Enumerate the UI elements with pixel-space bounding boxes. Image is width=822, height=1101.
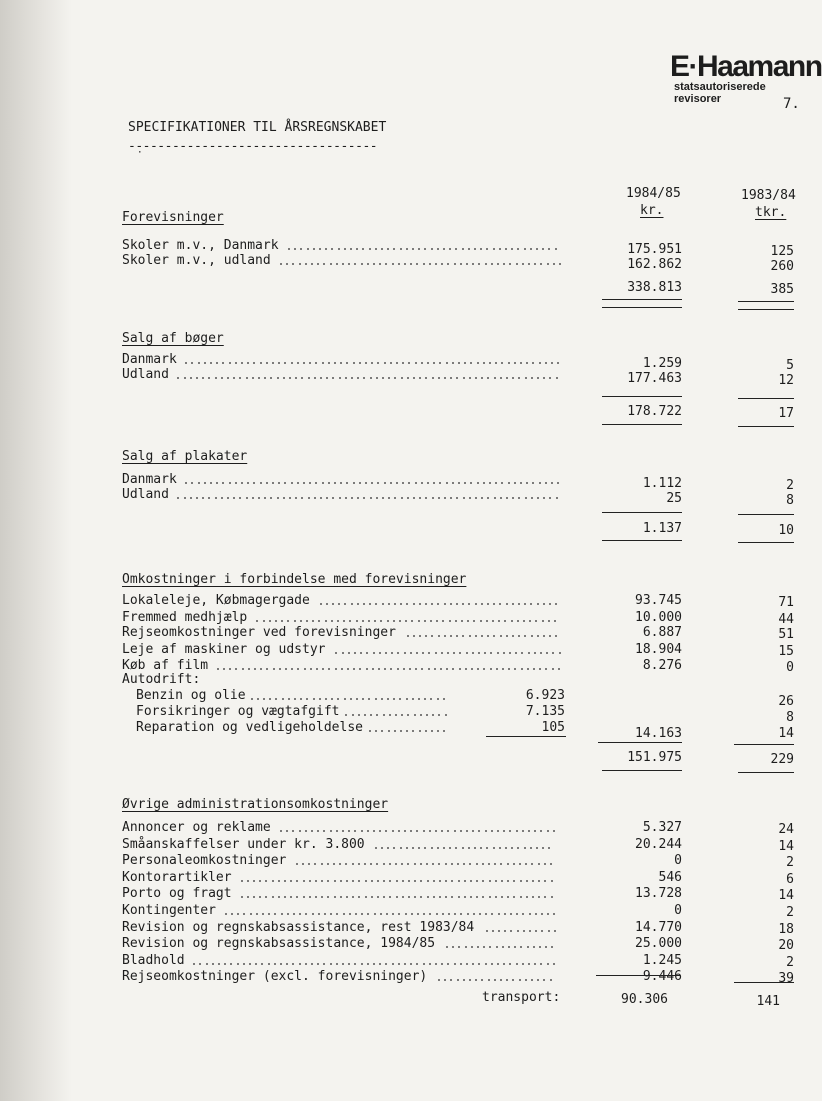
value-1983-84: 260: [770, 259, 794, 274]
column-unit-kr: kr.: [640, 203, 664, 218]
value-1983-84: 14: [778, 888, 794, 904]
subtotal-rule-1984-85: [602, 396, 682, 397]
value-1984-85: 10.000: [635, 609, 682, 625]
section-total-1984-85: 1.137: [642, 521, 682, 536]
dot-leader: [217, 668, 566, 672]
dot-leader: [185, 362, 566, 366]
section-heading-1: Forevisninger: [122, 210, 224, 225]
row-label: Fremmed medhjælp: [122, 609, 248, 625]
value-1984-85: 175.951: [627, 242, 682, 257]
autodrift-row-label: Forsikringer og vægtafgift: [136, 704, 340, 719]
subtotal-rule-1983-84: [734, 744, 794, 745]
value-1984-85: 162.862: [627, 257, 682, 272]
value-1984-85: 13.728: [635, 886, 682, 902]
value-1983-84: 51: [778, 627, 794, 643]
autodrift-label: Autodrift:: [122, 672, 201, 687]
row-label: Kontingenter: [122, 903, 216, 918]
row-label: Danmark: [122, 472, 177, 487]
dot-leader: [296, 863, 560, 867]
total-rule-1984-85: [602, 424, 682, 425]
row-label: Leje af maskiner og udstyr: [122, 641, 326, 657]
transport-value-1984-85: 90.306: [621, 992, 668, 1007]
value-1983-84: 44: [778, 611, 794, 627]
section-total-1984-85: 178.722: [627, 404, 682, 419]
total-rule-1983-84: [738, 426, 794, 427]
autodrift-subvalue: 6.923: [525, 688, 565, 703]
dot-leader: [345, 714, 452, 718]
row-label: Udland: [122, 367, 169, 382]
total-rule-1984-85: [602, 770, 682, 771]
value-1983-84: 8: [786, 710, 794, 725]
page-title: SPECIFIKATIONER TIL ÅRSREGNSKABET: [128, 120, 387, 135]
row-label: Rejseomkostninger ved forevisninger: [122, 625, 396, 641]
section-total-1983-84: 385: [770, 282, 794, 297]
row-label: Rejseomkostninger (excl. forevisninger): [122, 969, 428, 985]
value-1984-85: 0: [674, 853, 682, 869]
value-1984-85: 25: [666, 491, 682, 506]
row-label: Porto og fragt: [122, 886, 232, 902]
dot-leader: [241, 896, 560, 900]
section-total-1984-85: 338.813: [627, 280, 682, 295]
column-header-1984-85: 1984/85: [626, 186, 681, 201]
autodrift-row-label: Reparation og vedligeholdelse: [136, 720, 363, 735]
dot-leader: [375, 847, 560, 851]
value-1983-84: 39: [778, 971, 794, 987]
dot-leader: [251, 698, 452, 702]
row-label: Skoler m.v., Danmark: [122, 238, 279, 253]
total-rule-1983-84: [738, 542, 794, 543]
value-1983-84: 24: [778, 822, 794, 837]
page-binding-edge: [0, 0, 72, 1101]
value-1984-85: 8.276: [642, 658, 682, 674]
value-1984-85: 20.244: [635, 836, 682, 852]
section-total-1984-85: 151.975: [627, 750, 682, 765]
value-1983-84: 14: [778, 726, 794, 741]
company-subtitle: statsautoriserede revisorer: [674, 81, 766, 105]
dot-leader: [369, 730, 452, 734]
value-1984-85: 546: [658, 869, 682, 885]
autodrift-subvalue: 105: [541, 720, 565, 735]
value-1983-84: 26: [778, 694, 794, 709]
dot-leader: [486, 930, 561, 934]
dot-leader: [193, 963, 560, 967]
dot-leader: [280, 263, 566, 267]
title-dashed-underline: -̣---------------------------------: [128, 139, 378, 154]
section-heading-4: Omkostninger i forbindelse med forevisninger: [122, 572, 467, 587]
dot-leader: [280, 830, 560, 834]
subtotal-rule-1983-84: [738, 301, 794, 302]
row-label: Personaleomkostninger: [122, 853, 287, 869]
dot-leader: [407, 635, 567, 639]
row-label: Skoler m.v., udland: [122, 253, 271, 268]
dot-leader: [438, 979, 560, 983]
value-1983-84: 2: [786, 905, 794, 920]
subtotal-rule-1984-85: [602, 512, 682, 513]
value-1983-84: 8: [786, 493, 794, 508]
dot-leader: [256, 620, 566, 624]
row-label: Revision og regnskabsassistance, 1984/85: [122, 936, 436, 952]
row-label: Køb af film: [122, 658, 209, 674]
autodrift-row-label: Benzin og olie: [136, 688, 246, 703]
section-heading-2: Salg af bøger: [122, 331, 224, 346]
row-label: Revision og regnskabsassistance, rest 1983/84: [122, 919, 475, 935]
value-1984-85: 177.463: [627, 371, 682, 386]
value-1984-85: 25.000: [635, 936, 682, 952]
value-1984-85: 14.770: [635, 919, 682, 935]
value-1983-84: 0: [786, 660, 794, 676]
subtotal-rule-1984-85: [596, 975, 680, 976]
value-1983-84: 2: [786, 855, 794, 871]
autodrift-total: 14.163: [635, 726, 682, 741]
total-rule-1983-84: [738, 772, 794, 773]
subtotal-rule-1984-85: [602, 299, 682, 300]
section-total-1983-84: 10: [778, 523, 794, 538]
dot-leader: [177, 497, 566, 501]
value-1983-84: 20: [778, 938, 794, 954]
row-label: Danmark: [122, 352, 177, 367]
subtotal-rule-1983-84: [738, 514, 794, 515]
value-1984-85: 9.446: [642, 969, 682, 985]
row-label: Bladhold: [122, 952, 185, 968]
row-label: Udland: [122, 487, 169, 502]
dot-leader: [320, 603, 566, 607]
value-1983-84: 71: [778, 595, 794, 610]
value-1983-84: 5: [786, 358, 794, 373]
value-1983-84: 125: [770, 244, 794, 259]
section-heading-3: Salg af plakater: [122, 449, 248, 464]
value-1983-84: 2: [786, 478, 794, 493]
row-label: Annoncer og reklame: [122, 820, 271, 835]
value-1984-85: 93.745: [635, 593, 682, 608]
subtotal-rule-1984-85: [598, 742, 682, 743]
row-label: Småanskaffelser under kr. 3.800: [122, 836, 365, 852]
dot-leader: [225, 913, 560, 917]
value-1983-84: 12: [778, 373, 794, 388]
row-label: Lokaleleje, Købmagergade: [122, 593, 310, 608]
value-1983-84: 2: [786, 954, 794, 970]
value-1983-84: 14: [778, 838, 794, 854]
column-header-1983-84: 1983/84: [741, 188, 796, 203]
value-1983-84: 18: [778, 921, 794, 937]
section-heading-5: Øvrige administrationsomkostninger: [122, 797, 389, 812]
transport-label: transport:: [482, 990, 561, 1005]
dot-leader: [446, 946, 560, 950]
dot-leader: [185, 482, 566, 486]
autodrift-subvalue: 7.135: [525, 704, 565, 719]
value-1984-85: 0: [674, 903, 682, 918]
dot-leader: [288, 248, 566, 252]
value-1984-85: 1.112: [642, 476, 682, 491]
total-rule-1983-84: [738, 309, 794, 310]
value-1984-85: 1.245: [642, 952, 682, 968]
value-1984-85: 1.259: [642, 356, 682, 371]
dot-leader: [177, 377, 566, 381]
page-number: 7.: [783, 96, 800, 112]
autodrift-sub-rule: [486, 736, 566, 737]
transport-value-1983-84: 141: [756, 994, 780, 1009]
column-unit-tkr: tkr.: [755, 205, 787, 220]
value-1983-84: 15: [778, 643, 794, 659]
value-1983-84: 6: [786, 871, 794, 887]
company-logo: E·Haamann: [670, 50, 822, 83]
total-rule-1984-85: [602, 307, 682, 308]
section-total-1983-84: 17: [778, 406, 794, 421]
section-total-1983-84: 229: [770, 752, 794, 767]
subtotal-rule-1983-84: [738, 398, 794, 399]
dot-leader: [241, 880, 560, 884]
row-label: Kontorartikler: [122, 869, 232, 885]
dot-leader: [335, 652, 566, 656]
value-1984-85: 18.904: [635, 641, 682, 657]
subtotal-rule-1983-84: [734, 982, 794, 983]
value-1984-85: 5.327: [642, 820, 682, 835]
total-rule-1984-85: [602, 540, 682, 541]
value-1984-85: 6.887: [642, 625, 682, 641]
